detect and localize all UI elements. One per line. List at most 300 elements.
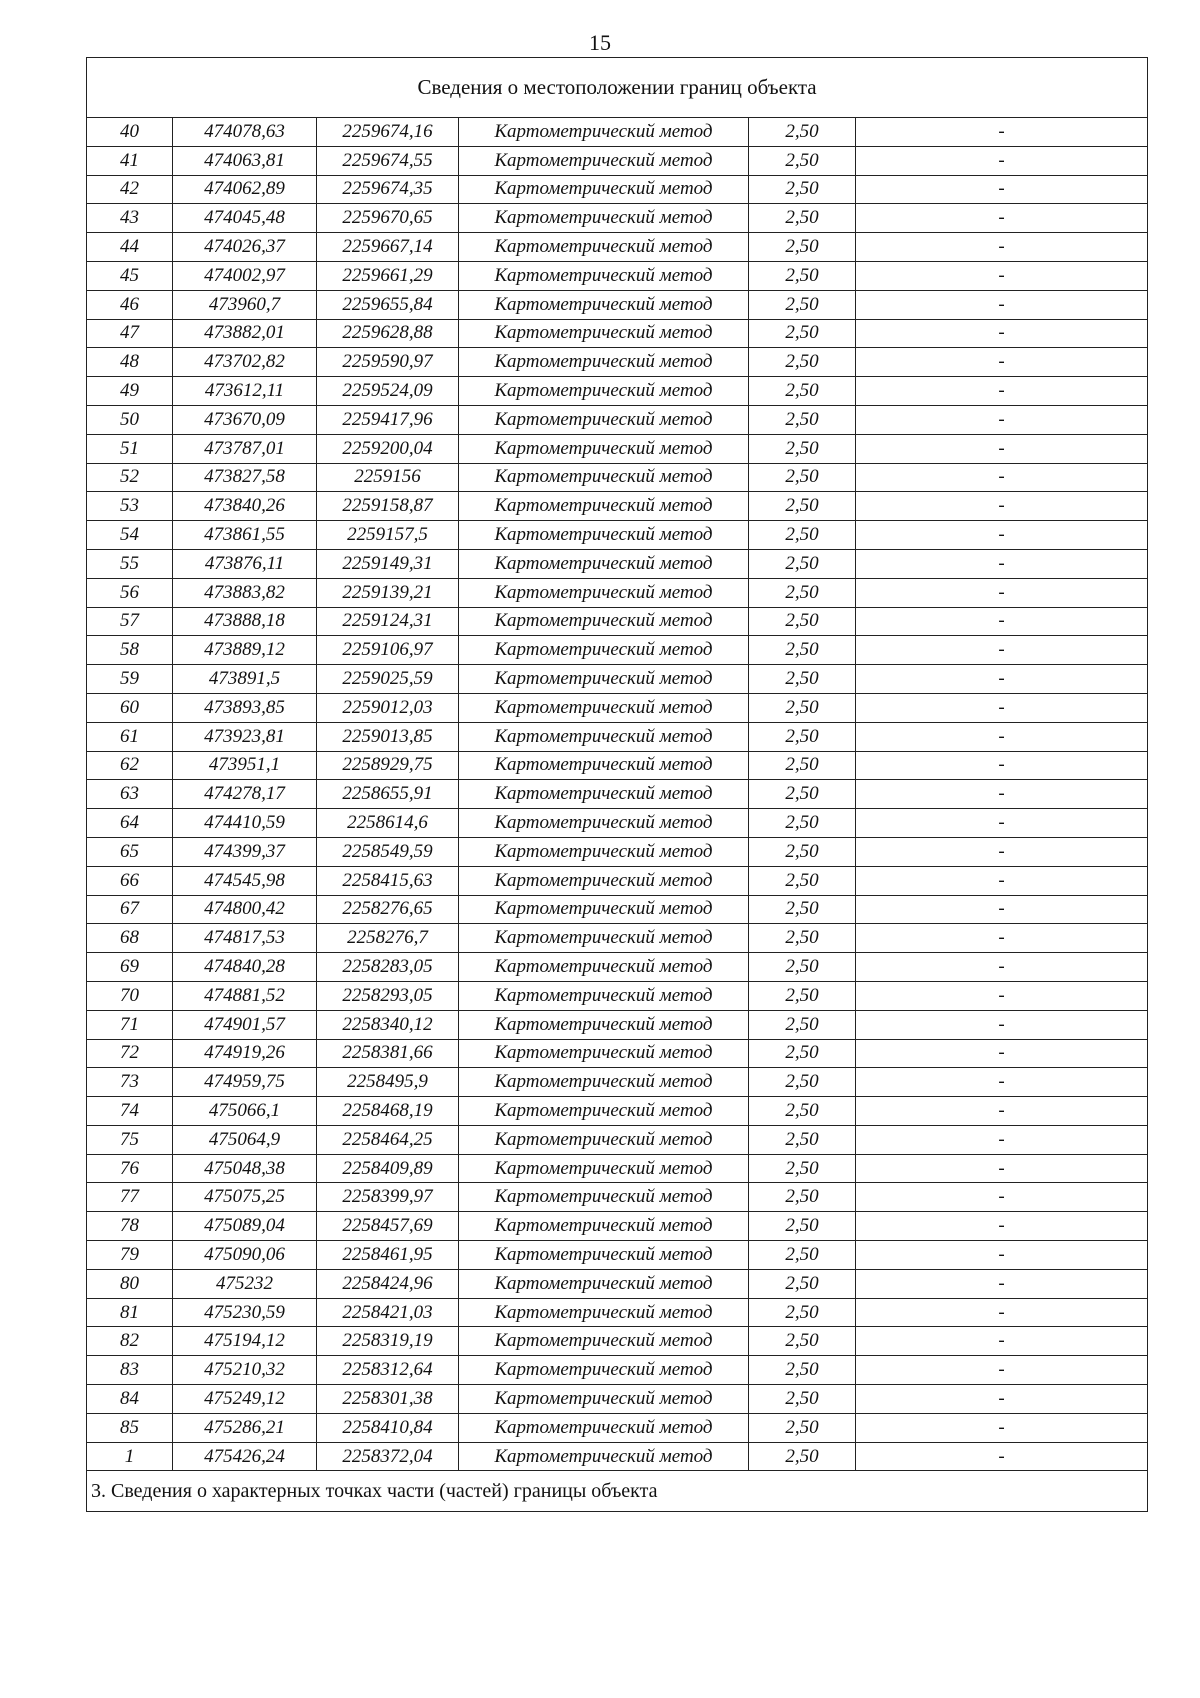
x-coordinate-cell: 473827,58	[173, 463, 317, 492]
point-number-cell: 50	[87, 405, 173, 434]
y-coordinate-cell: 2259139,21	[317, 578, 459, 607]
table-title-row	[87, 58, 1148, 118]
description-cell: -	[856, 405, 1148, 434]
point-number-cell: 42	[87, 175, 173, 204]
y-coordinate-cell: 2258929,75	[317, 751, 459, 780]
method-cell: Картометрический метод	[459, 261, 749, 290]
method-cell: Картометрический метод	[459, 204, 749, 233]
method-cell: Картометрический метод	[459, 434, 749, 463]
description-cell: -	[856, 809, 1148, 838]
x-coordinate-cell: 474062,89	[173, 175, 317, 204]
table-row	[87, 405, 1148, 434]
description-cell: -	[856, 1269, 1148, 1298]
accuracy-cell: 2,50	[749, 1327, 856, 1356]
description-cell: -	[856, 1183, 1148, 1212]
description-cell: -	[856, 981, 1148, 1010]
x-coordinate-cell: 475048,38	[173, 1154, 317, 1183]
x-coordinate-cell: 474901,57	[173, 1010, 317, 1039]
description-cell: -	[856, 1212, 1148, 1241]
table-row	[87, 175, 1148, 204]
table-row	[87, 722, 1148, 751]
method-cell: Картометрический метод	[459, 1269, 749, 1298]
description-cell: -	[856, 1039, 1148, 1068]
y-coordinate-cell: 2258399,97	[317, 1183, 459, 1212]
table-row	[87, 1212, 1148, 1241]
table-row	[87, 1385, 1148, 1414]
method-cell: Картометрический метод	[459, 348, 749, 377]
accuracy-cell: 2,50	[749, 1068, 856, 1097]
x-coordinate-cell: 474919,26	[173, 1039, 317, 1068]
method-cell: Картометрический метод	[459, 1442, 749, 1471]
y-coordinate-cell: 2258655,91	[317, 780, 459, 809]
description-cell: -	[856, 521, 1148, 550]
accuracy-cell: 2,50	[749, 578, 856, 607]
point-number-cell: 72	[87, 1039, 173, 1068]
table-row	[87, 1125, 1148, 1154]
description-cell: -	[856, 607, 1148, 636]
accuracy-cell: 2,50	[749, 521, 856, 550]
point-number-cell: 63	[87, 780, 173, 809]
table-row	[87, 1010, 1148, 1039]
accuracy-cell: 2,50	[749, 233, 856, 262]
table-row	[87, 636, 1148, 665]
y-coordinate-cell: 2258549,59	[317, 837, 459, 866]
method-cell: Картометрический метод	[459, 981, 749, 1010]
x-coordinate-cell: 475090,06	[173, 1241, 317, 1270]
point-number-cell: 66	[87, 866, 173, 895]
x-coordinate-cell: 473612,11	[173, 377, 317, 406]
table-row	[87, 780, 1148, 809]
table-row	[87, 924, 1148, 953]
description-cell: -	[856, 348, 1148, 377]
point-number-cell: 70	[87, 981, 173, 1010]
page-number: 15	[589, 30, 611, 55]
description-cell: -	[856, 1125, 1148, 1154]
x-coordinate-cell: 473876,11	[173, 549, 317, 578]
description-cell: -	[856, 1327, 1148, 1356]
x-coordinate-cell: 473670,09	[173, 405, 317, 434]
y-coordinate-cell: 2258421,03	[317, 1298, 459, 1327]
point-number-cell: 84	[87, 1385, 173, 1414]
accuracy-cell: 2,50	[749, 377, 856, 406]
description-cell: -	[856, 1442, 1148, 1471]
accuracy-cell: 2,50	[749, 1269, 856, 1298]
method-cell: Картометрический метод	[459, 175, 749, 204]
table-row	[87, 895, 1148, 924]
method-cell: Картометрический метод	[459, 780, 749, 809]
y-coordinate-cell: 2259158,87	[317, 492, 459, 521]
description-cell: -	[856, 492, 1148, 521]
x-coordinate-cell: 474840,28	[173, 953, 317, 982]
point-number-cell: 67	[87, 895, 173, 924]
point-number-cell: 58	[87, 636, 173, 665]
y-coordinate-cell: 2258424,96	[317, 1269, 459, 1298]
y-coordinate-cell: 2258410,84	[317, 1413, 459, 1442]
description-cell: -	[856, 895, 1148, 924]
method-cell: Картометрический метод	[459, 549, 749, 578]
method-cell: Картометрический метод	[459, 751, 749, 780]
method-cell: Картометрический метод	[459, 809, 749, 838]
description-cell: -	[856, 1154, 1148, 1183]
description-cell: -	[856, 377, 1148, 406]
accuracy-cell: 2,50	[749, 953, 856, 982]
method-cell: Картометрический метод	[459, 1097, 749, 1126]
y-coordinate-cell: 2259156	[317, 463, 459, 492]
accuracy-cell: 2,50	[749, 636, 856, 665]
accuracy-cell: 2,50	[749, 290, 856, 319]
point-number-cell: 65	[87, 837, 173, 866]
y-coordinate-cell: 2259200,04	[317, 434, 459, 463]
point-number-cell: 81	[87, 1298, 173, 1327]
x-coordinate-cell: 474881,52	[173, 981, 317, 1010]
x-coordinate-cell: 475089,04	[173, 1212, 317, 1241]
y-coordinate-cell: 2258340,12	[317, 1010, 459, 1039]
y-coordinate-cell: 2259661,29	[317, 261, 459, 290]
description-cell: -	[856, 463, 1148, 492]
x-coordinate-cell: 474063,81	[173, 146, 317, 175]
x-coordinate-cell: 475066,1	[173, 1097, 317, 1126]
x-coordinate-cell: 475286,21	[173, 1413, 317, 1442]
accuracy-cell: 2,50	[749, 780, 856, 809]
point-number-cell: 69	[87, 953, 173, 982]
y-coordinate-cell: 2258381,66	[317, 1039, 459, 1068]
y-coordinate-cell: 2259025,59	[317, 665, 459, 694]
x-coordinate-cell: 475194,12	[173, 1327, 317, 1356]
point-number-cell: 80	[87, 1269, 173, 1298]
description-cell: -	[856, 1385, 1148, 1414]
accuracy-cell: 2,50	[749, 118, 856, 147]
point-number-cell: 64	[87, 809, 173, 838]
method-cell: Картометрический метод	[459, 1125, 749, 1154]
point-number-cell: 40	[87, 118, 173, 147]
description-cell: -	[856, 1241, 1148, 1270]
y-coordinate-cell: 2258312,64	[317, 1356, 459, 1385]
description-cell: -	[856, 953, 1148, 982]
accuracy-cell: 2,50	[749, 1183, 856, 1212]
table-row	[87, 1039, 1148, 1068]
y-coordinate-cell: 2259674,16	[317, 118, 459, 147]
y-coordinate-cell: 2259149,31	[317, 549, 459, 578]
description-cell: -	[856, 665, 1148, 694]
table-title: Сведения о местоположении границ объекта	[87, 58, 1148, 118]
point-number-cell: 44	[87, 233, 173, 262]
method-cell: Картометрический метод	[459, 1298, 749, 1327]
method-cell: Картометрический метод	[459, 636, 749, 665]
table-row	[87, 866, 1148, 895]
method-cell: Картометрический метод	[459, 1039, 749, 1068]
method-cell: Картометрический метод	[459, 1356, 749, 1385]
accuracy-cell: 2,50	[749, 1442, 856, 1471]
method-cell: Картометрический метод	[459, 1385, 749, 1414]
x-coordinate-cell: 474817,53	[173, 924, 317, 953]
method-cell: Картометрический метод	[459, 1413, 749, 1442]
y-coordinate-cell: 2258614,6	[317, 809, 459, 838]
table-row	[87, 751, 1148, 780]
x-coordinate-cell: 474278,17	[173, 780, 317, 809]
accuracy-cell: 2,50	[749, 837, 856, 866]
method-cell: Картометрический метод	[459, 837, 749, 866]
accuracy-cell: 2,50	[749, 146, 856, 175]
table-row	[87, 1413, 1148, 1442]
table-row	[87, 521, 1148, 550]
y-coordinate-cell: 2258283,05	[317, 953, 459, 982]
table-row	[87, 665, 1148, 694]
y-coordinate-cell: 2258372,04	[317, 1442, 459, 1471]
point-number-cell: 52	[87, 463, 173, 492]
y-coordinate-cell: 2259106,97	[317, 636, 459, 665]
x-coordinate-cell: 474078,63	[173, 118, 317, 147]
accuracy-cell: 2,50	[749, 549, 856, 578]
description-cell: -	[856, 549, 1148, 578]
x-coordinate-cell: 473951,1	[173, 751, 317, 780]
accuracy-cell: 2,50	[749, 405, 856, 434]
description-cell: -	[856, 722, 1148, 751]
y-coordinate-cell: 2259124,31	[317, 607, 459, 636]
table-row	[87, 1097, 1148, 1126]
x-coordinate-cell: 474410,59	[173, 809, 317, 838]
x-coordinate-cell: 474026,37	[173, 233, 317, 262]
accuracy-cell: 2,50	[749, 1039, 856, 1068]
x-coordinate-cell: 473888,18	[173, 607, 317, 636]
point-number-cell: 47	[87, 319, 173, 348]
table-row	[87, 1327, 1148, 1356]
y-coordinate-cell: 2259417,96	[317, 405, 459, 434]
accuracy-cell: 2,50	[749, 175, 856, 204]
table-row	[87, 607, 1148, 636]
x-coordinate-cell: 473861,55	[173, 521, 317, 550]
method-cell: Картометрический метод	[459, 1212, 749, 1241]
description-cell: -	[856, 1298, 1148, 1327]
accuracy-cell: 2,50	[749, 348, 856, 377]
y-coordinate-cell: 2259157,5	[317, 521, 459, 550]
accuracy-cell: 2,50	[749, 809, 856, 838]
description-cell: -	[856, 924, 1148, 953]
accuracy-cell: 2,50	[749, 1413, 856, 1442]
method-cell: Картометрический метод	[459, 405, 749, 434]
accuracy-cell: 2,50	[749, 924, 856, 953]
table-row	[87, 809, 1148, 838]
table-row	[87, 348, 1148, 377]
y-coordinate-cell: 2258461,95	[317, 1241, 459, 1270]
point-number-cell: 73	[87, 1068, 173, 1097]
table-row	[87, 578, 1148, 607]
table-row	[87, 290, 1148, 319]
table-row	[87, 1183, 1148, 1212]
x-coordinate-cell: 474045,48	[173, 204, 317, 233]
x-coordinate-cell: 473883,82	[173, 578, 317, 607]
point-number-cell: 45	[87, 261, 173, 290]
description-cell: -	[856, 175, 1148, 204]
description-cell: -	[856, 146, 1148, 175]
method-cell: Картометрический метод	[459, 722, 749, 751]
method-cell: Картометрический метод	[459, 1327, 749, 1356]
point-number-cell: 59	[87, 665, 173, 694]
method-cell: Картометрический метод	[459, 463, 749, 492]
description-cell: -	[856, 1068, 1148, 1097]
point-number-cell: 57	[87, 607, 173, 636]
description-cell: -	[856, 261, 1148, 290]
y-coordinate-cell: 2259674,35	[317, 175, 459, 204]
point-number-cell: 71	[87, 1010, 173, 1039]
table-row	[87, 463, 1148, 492]
x-coordinate-cell: 473702,82	[173, 348, 317, 377]
x-coordinate-cell: 474399,37	[173, 837, 317, 866]
method-cell: Картометрический метод	[459, 924, 749, 953]
accuracy-cell: 2,50	[749, 693, 856, 722]
accuracy-cell: 2,50	[749, 204, 856, 233]
y-coordinate-cell: 2259628,88	[317, 319, 459, 348]
method-cell: Картометрический метод	[459, 895, 749, 924]
method-cell: Картометрический метод	[459, 1068, 749, 1097]
section-heading: 3. Сведения о характерных точках части (частей) границы объекта	[87, 1471, 1148, 1512]
table-row	[87, 1298, 1148, 1327]
accuracy-cell: 2,50	[749, 722, 856, 751]
description-cell: -	[856, 751, 1148, 780]
point-number-cell: 85	[87, 1413, 173, 1442]
method-cell: Картометрический метод	[459, 953, 749, 982]
accuracy-cell: 2,50	[749, 1385, 856, 1414]
accuracy-cell: 2,50	[749, 1212, 856, 1241]
point-number-cell: 60	[87, 693, 173, 722]
x-coordinate-cell: 475249,12	[173, 1385, 317, 1414]
table-row	[87, 1269, 1148, 1298]
point-number-cell: 75	[87, 1125, 173, 1154]
x-coordinate-cell: 475232	[173, 1269, 317, 1298]
accuracy-cell: 2,50	[749, 1097, 856, 1126]
point-number-cell: 48	[87, 348, 173, 377]
table-row	[87, 146, 1148, 175]
point-number-cell: 46	[87, 290, 173, 319]
table-row	[87, 233, 1148, 262]
table-row	[87, 1356, 1148, 1385]
table-row	[87, 1154, 1148, 1183]
method-cell: Картометрический метод	[459, 492, 749, 521]
y-coordinate-cell: 2258301,38	[317, 1385, 459, 1414]
description-cell: -	[856, 636, 1148, 665]
description-cell: -	[856, 1010, 1148, 1039]
point-number-cell: 43	[87, 204, 173, 233]
y-coordinate-cell: 2258293,05	[317, 981, 459, 1010]
point-number-cell: 56	[87, 578, 173, 607]
table-row	[87, 319, 1148, 348]
x-coordinate-cell: 474002,97	[173, 261, 317, 290]
table-row	[87, 204, 1148, 233]
method-cell: Картометрический метод	[459, 665, 749, 694]
description-cell: -	[856, 290, 1148, 319]
table-row	[87, 1442, 1148, 1471]
method-cell: Картометрический метод	[459, 1183, 749, 1212]
y-coordinate-cell: 2259667,14	[317, 233, 459, 262]
y-coordinate-cell: 2259013,85	[317, 722, 459, 751]
method-cell: Картометрический метод	[459, 377, 749, 406]
y-coordinate-cell: 2258468,19	[317, 1097, 459, 1126]
point-number-cell: 82	[87, 1327, 173, 1356]
point-number-cell: 76	[87, 1154, 173, 1183]
table-row	[87, 981, 1148, 1010]
point-number-cell: 54	[87, 521, 173, 550]
method-cell: Картометрический метод	[459, 578, 749, 607]
accuracy-cell: 2,50	[749, 492, 856, 521]
description-cell: -	[856, 1097, 1148, 1126]
y-coordinate-cell: 2259524,09	[317, 377, 459, 406]
description-cell: -	[856, 319, 1148, 348]
point-number-cell: 62	[87, 751, 173, 780]
accuracy-cell: 2,50	[749, 607, 856, 636]
method-cell: Картометрический метод	[459, 1154, 749, 1183]
x-coordinate-cell: 473891,5	[173, 665, 317, 694]
point-number-cell: 1	[87, 1442, 173, 1471]
table-row	[87, 549, 1148, 578]
accuracy-cell: 2,50	[749, 463, 856, 492]
method-cell: Картометрический метод	[459, 607, 749, 636]
y-coordinate-cell: 2258464,25	[317, 1125, 459, 1154]
accuracy-cell: 2,50	[749, 981, 856, 1010]
method-cell: Картометрический метод	[459, 233, 749, 262]
x-coordinate-cell: 474800,42	[173, 895, 317, 924]
accuracy-cell: 2,50	[749, 866, 856, 895]
description-cell: -	[856, 578, 1148, 607]
y-coordinate-cell: 2259674,55	[317, 146, 459, 175]
table-row	[87, 837, 1148, 866]
point-number-cell: 41	[87, 146, 173, 175]
description-cell: -	[856, 434, 1148, 463]
table-row	[87, 693, 1148, 722]
description-cell: -	[856, 866, 1148, 895]
x-coordinate-cell: 474959,75	[173, 1068, 317, 1097]
method-cell: Картометрический метод	[459, 1010, 749, 1039]
x-coordinate-cell: 475075,25	[173, 1183, 317, 1212]
table-row	[87, 118, 1148, 147]
y-coordinate-cell: 2258409,89	[317, 1154, 459, 1183]
table-row	[87, 1068, 1148, 1097]
y-coordinate-cell: 2259012,03	[317, 693, 459, 722]
description-cell: -	[856, 693, 1148, 722]
method-cell: Картометрический метод	[459, 118, 749, 147]
point-number-cell: 61	[87, 722, 173, 751]
description-cell: -	[856, 1356, 1148, 1385]
x-coordinate-cell: 475230,59	[173, 1298, 317, 1327]
description-cell: -	[856, 780, 1148, 809]
x-coordinate-cell: 475426,24	[173, 1442, 317, 1471]
accuracy-cell: 2,50	[749, 895, 856, 924]
x-coordinate-cell: 474545,98	[173, 866, 317, 895]
method-cell: Картометрический метод	[459, 1241, 749, 1270]
description-cell: -	[856, 118, 1148, 147]
accuracy-cell: 2,50	[749, 1125, 856, 1154]
point-number-cell: 49	[87, 377, 173, 406]
accuracy-cell: 2,50	[749, 1298, 856, 1327]
description-cell: -	[856, 837, 1148, 866]
y-coordinate-cell: 2258457,69	[317, 1212, 459, 1241]
point-number-cell: 55	[87, 549, 173, 578]
table-footer-row	[87, 1471, 1148, 1512]
accuracy-cell: 2,50	[749, 261, 856, 290]
description-cell: -	[856, 1413, 1148, 1442]
y-coordinate-cell: 2259670,65	[317, 204, 459, 233]
table-row	[87, 377, 1148, 406]
point-number-cell: 78	[87, 1212, 173, 1241]
method-cell: Картометрический метод	[459, 290, 749, 319]
accuracy-cell: 2,50	[749, 319, 856, 348]
x-coordinate-cell: 475210,32	[173, 1356, 317, 1385]
point-number-cell: 79	[87, 1241, 173, 1270]
accuracy-cell: 2,50	[749, 1356, 856, 1385]
y-coordinate-cell: 2259655,84	[317, 290, 459, 319]
accuracy-cell: 2,50	[749, 751, 856, 780]
accuracy-cell: 2,50	[749, 1154, 856, 1183]
y-coordinate-cell: 2259590,97	[317, 348, 459, 377]
x-coordinate-cell: 473840,26	[173, 492, 317, 521]
